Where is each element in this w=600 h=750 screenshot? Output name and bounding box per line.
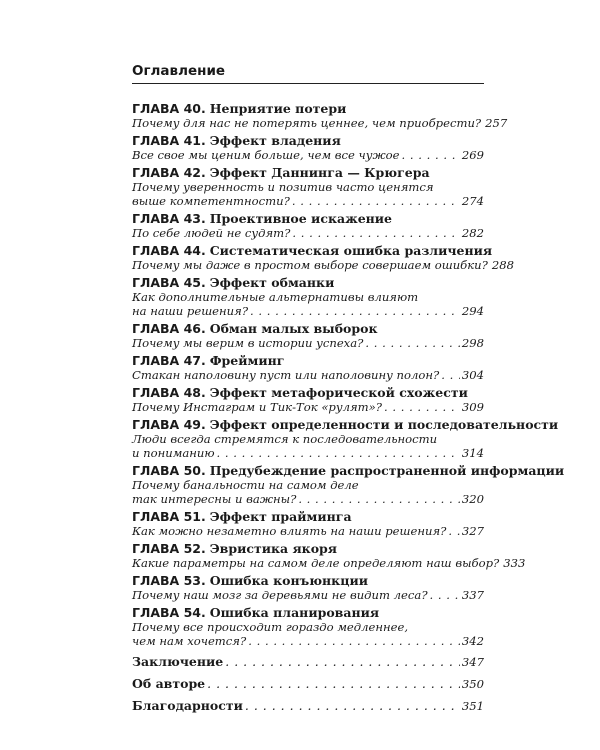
toc-entry[interactable]: [132, 509, 484, 538]
chapter-subtitle: [132, 556, 526, 570]
page-number: 350: [461, 677, 484, 691]
chapter-number: ГЛАВА 47.: [132, 353, 206, 368]
subtitle-text: Почему банальности на самом деле: [132, 478, 359, 492]
page-number: 298: [461, 336, 484, 350]
toc-entry[interactable]: [132, 573, 484, 602]
toc-section-entry[interactable]: [132, 676, 484, 692]
subtitle-text: и пониманию: [132, 446, 215, 460]
section-title: Благодарности: [132, 698, 243, 713]
chapter-heading: [132, 101, 484, 116]
chapter-number: ГЛАВА 48.: [132, 385, 206, 400]
section-title: Об авторе: [132, 676, 206, 691]
chapter-heading: [132, 353, 484, 368]
chapter-heading: [132, 385, 484, 400]
toc-entry[interactable]: [132, 605, 484, 648]
chapter-subtitle: [132, 148, 484, 162]
chapter-title: Ошибка планирования: [209, 605, 380, 620]
toc-entry[interactable]: [132, 385, 484, 414]
subtitle-text: Почему для нас не потерять ценнее, чем приобрести?: [132, 116, 482, 130]
dot-leader: [365, 336, 460, 350]
page-number: 342: [461, 634, 484, 648]
subtitle-text: Все свое мы ценим больше, чем все чужое: [132, 148, 400, 162]
chapter-number: ГЛАВА 44.: [132, 243, 206, 258]
chapter-title: Эффект Даннинга — Крюгера: [209, 165, 430, 180]
page-header: [132, 60, 484, 84]
subtitle-text: Как можно незаметно влиять на наши решения?: [132, 524, 447, 538]
page-number: 282: [461, 226, 484, 240]
chapter-subtitle: [132, 524, 484, 538]
dot-leader: [225, 654, 460, 669]
chapter-subtitle: [132, 194, 484, 208]
chapter-subtitle: [132, 634, 484, 648]
toc-entry[interactable]: [132, 133, 484, 162]
chapter-number: ГЛАВА 51.: [132, 509, 206, 524]
page-number: 269: [461, 148, 484, 162]
dot-leader: [441, 368, 460, 382]
chapter-title: Эвристика якоря: [209, 541, 338, 556]
toc-entry[interactable]: [132, 321, 484, 350]
chapter-number: ГЛАВА 42.: [132, 165, 206, 180]
chapter-title: Эффект обманки: [209, 275, 335, 290]
toc-entry[interactable]: [132, 243, 515, 272]
chapter-subtitle: [132, 290, 484, 304]
dot-leader: [430, 588, 460, 602]
page-number: 327: [461, 524, 484, 538]
chapter-title: Проективное искажение: [209, 211, 393, 226]
chapter-heading: [132, 573, 484, 588]
chapter-subtitle: [132, 304, 484, 318]
subtitle-text: Какие параметры на самом деле определяют наш выбор?: [132, 556, 500, 570]
chapter-heading: [132, 605, 484, 620]
dot-leader: [298, 492, 460, 506]
chapter-subtitle: [132, 368, 484, 382]
subtitle-text: Как дополнительные альтернативы влияют: [132, 290, 419, 304]
chapter-heading: [132, 211, 484, 226]
chapter-number: ГЛАВА 45.: [132, 275, 206, 290]
subtitle-text: Стакан наполовину пуст или наполовину полон?: [132, 368, 440, 382]
subtitle-text: на наши решения?: [132, 304, 249, 318]
page-number: 274: [461, 194, 484, 208]
chapter-title: Эффект метафорической схожести: [209, 385, 468, 400]
toc-entry[interactable]: [132, 211, 484, 240]
dot-leader: [245, 698, 460, 713]
dot-leader: [448, 524, 459, 538]
subtitle-text: так интересны и важны?: [132, 492, 297, 506]
chapter-subtitle: [132, 492, 484, 506]
chapter-number: ГЛАВА 54.: [132, 605, 206, 620]
page-title: Оглавление: [132, 63, 226, 79]
page-number: 347: [461, 655, 484, 669]
chapter-heading: [132, 541, 484, 556]
dot-leader: [402, 148, 460, 162]
chapter-title: Систематическая ошибка различения: [209, 243, 493, 258]
toc-entry[interactable]: [132, 275, 484, 318]
page-number: 304: [461, 368, 484, 382]
dot-leader: [217, 446, 460, 460]
page-number: 314: [461, 446, 484, 460]
dot-leader: [292, 226, 460, 240]
page-number: 309: [461, 400, 484, 414]
page-number: 333: [503, 556, 526, 570]
toc-entry[interactable]: [132, 101, 508, 130]
chapter-subtitle: [132, 116, 508, 130]
chapter-heading: [132, 243, 493, 258]
toc-entry[interactable]: [132, 417, 559, 460]
toc-entry[interactable]: [132, 463, 565, 506]
chapter-title: Эффект определенности и последовательности: [209, 417, 559, 432]
chapter-title: Ошибка конъюнкции: [209, 573, 368, 588]
chapter-number: ГЛАВА 50.: [132, 463, 206, 478]
toc-entry[interactable]: [132, 541, 526, 570]
subtitle-text: Почему мы верим в истории успеха?: [132, 336, 364, 350]
dot-leader: [250, 304, 460, 318]
chapter-subtitle: [132, 620, 484, 634]
chapter-subtitle: [132, 588, 484, 602]
dot-leader: [207, 676, 460, 691]
page-number: 288: [491, 258, 515, 272]
chapter-subtitle: [132, 336, 484, 350]
chapter-number: ГЛАВА 43.: [132, 211, 206, 226]
table-of-contents: [132, 101, 565, 714]
toc-section-entry[interactable]: [132, 698, 484, 714]
subtitle-text: Почему все происходит гораздо медленнее,: [132, 620, 409, 634]
subtitle-text: Почему Инстаграм и Тик-Ток «рулят»?: [132, 400, 382, 414]
chapter-heading: [132, 321, 484, 336]
chapter-number: ГЛАВА 41.: [132, 133, 206, 148]
chapter-number: ГЛАВА 49.: [132, 417, 206, 432]
dot-leader: [248, 634, 460, 648]
section-title: Заключение: [132, 654, 224, 669]
dot-leader: [292, 194, 460, 208]
chapter-subtitle: [132, 226, 484, 240]
chapter-title: Фрейминг: [209, 353, 285, 368]
page-number: 320: [461, 492, 484, 506]
chapter-number: ГЛАВА 52.: [132, 541, 206, 556]
toc-entry[interactable]: [132, 165, 484, 208]
chapter-subtitle: [132, 400, 484, 414]
page-number: 351: [461, 699, 484, 713]
subtitle-text: Почему уверенность и позитив часто ценятся: [132, 180, 434, 194]
toc-entry[interactable]: [132, 353, 484, 382]
subtitle-text: Люди всегда стремятся к последовательности: [132, 432, 438, 446]
subtitle-text: По себе людей не судят?: [132, 226, 291, 240]
chapter-title: Эффект владения: [209, 133, 341, 148]
chapter-title: Эффект прайминга: [209, 509, 352, 524]
chapter-heading: [132, 417, 559, 432]
toc-section-entry[interactable]: [132, 654, 484, 670]
chapter-title: Предубеждение распространенной информации: [209, 463, 565, 478]
subtitle-text: Почему наш мозг за деревьями не видит леса?: [132, 588, 428, 602]
subtitle-text: выше компетентности?: [132, 194, 290, 208]
dot-leader: [384, 400, 460, 414]
page-number: 337: [461, 588, 484, 602]
chapter-heading: [132, 165, 484, 180]
subtitle-text: Почему мы даже в простом выборе совершаем ошибки?: [132, 258, 488, 272]
chapter-number: ГЛАВА 40.: [132, 101, 206, 116]
chapter-heading: [132, 133, 484, 148]
chapter-heading: [132, 463, 565, 478]
chapter-number: ГЛАВА 53.: [132, 573, 206, 588]
chapter-title: Неприятие потери: [209, 101, 347, 116]
page-number: 257: [485, 116, 508, 130]
chapter-number: ГЛАВА 46.: [132, 321, 206, 336]
chapter-heading: [132, 509, 484, 524]
chapter-subtitle: [132, 180, 484, 194]
chapter-title: Обман малых выборок: [209, 321, 378, 336]
chapter-subtitle: [132, 446, 484, 460]
chapter-subtitle: [132, 258, 515, 272]
chapter-heading: [132, 275, 484, 290]
subtitle-text: чем нам хочется?: [132, 634, 247, 648]
chapter-subtitle: [132, 432, 484, 446]
chapter-subtitle: [132, 478, 484, 492]
page-number: 294: [461, 304, 484, 318]
